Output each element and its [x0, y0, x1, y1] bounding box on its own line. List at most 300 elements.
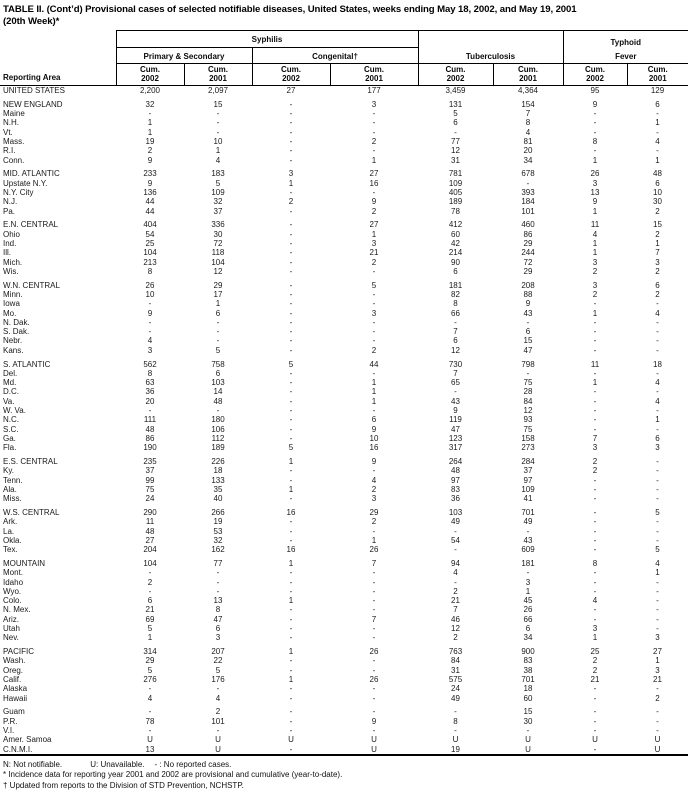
table-row [0, 207, 688, 216]
value-cell: - [656, 624, 659, 634]
column-header: Cum. 2002 [252, 64, 330, 86]
reporting-area-cell: N.C. [3, 415, 19, 425]
value-cell: - [593, 299, 597, 309]
value-cell: 6 [453, 118, 458, 128]
value-cell: 13 [213, 596, 223, 606]
value-cell: 63 [145, 378, 155, 388]
value-cell: 781 [448, 169, 463, 179]
value-cell: 49 [523, 517, 533, 527]
value-cell: - [289, 433, 293, 443]
value-cell: 1 [371, 535, 377, 545]
value-cell: U [592, 735, 598, 745]
value-cell: - [289, 220, 293, 230]
value-cell: 3 [288, 169, 294, 179]
value-cell: - [372, 656, 376, 666]
value-cell: 3 [371, 494, 377, 504]
table-row [0, 527, 688, 536]
value-cell: 1 [147, 127, 153, 137]
value-cell: 24 [451, 684, 460, 694]
value-cell: - [372, 118, 376, 128]
value-cell: 4 [655, 396, 660, 406]
value-cell: 6 [655, 99, 660, 109]
table-row [0, 726, 688, 735]
value-cell: - [289, 345, 293, 355]
value-cell: 290 [143, 507, 157, 517]
value-cell: 2 [453, 633, 458, 643]
value-cell: 4 [655, 378, 660, 388]
value-cell: U [525, 735, 531, 745]
value-cell: 112 [211, 433, 225, 443]
value-cell: - [454, 387, 457, 397]
reporting-area-cell: Wyo. [3, 586, 22, 596]
value-cell: - [526, 178, 530, 188]
value-cell: - [593, 387, 597, 397]
value-cell: 1 [592, 248, 598, 258]
value-cell: 29 [369, 507, 379, 517]
column-header: Cum. 2001 [330, 64, 418, 86]
value-cell: 3 [371, 238, 377, 248]
value-cell: 13 [145, 744, 155, 754]
reporting-area-cell: Utah [3, 624, 20, 634]
value-cell: 1 [592, 238, 598, 248]
value-cell: 10 [653, 187, 662, 197]
value-cell: 54 [451, 535, 460, 545]
reporting-area-cell: Upstate N.Y. [3, 178, 48, 188]
value-cell: 49 [451, 693, 460, 703]
value-cell: 37 [145, 466, 155, 476]
reporting-area-cell: P.R. [3, 716, 18, 726]
value-cell: 4 [655, 136, 660, 146]
reporting-area-cell: NEW ENGLAND [3, 99, 63, 109]
value-cell: 4 [215, 693, 221, 703]
reporting-area-cell: Vt. [3, 127, 13, 137]
value-cell: - [656, 707, 659, 717]
value-cell: 31 [451, 665, 460, 675]
value-cell: - [372, 586, 376, 596]
value-cell: - [593, 146, 597, 156]
value-cell: 97 [451, 475, 460, 485]
reporting-area-cell: Md. [3, 378, 17, 388]
value-cell: 1 [288, 456, 294, 466]
table-row [0, 248, 688, 257]
table-title-line2: (20th Week)* [3, 15, 60, 27]
table-row [0, 605, 688, 614]
value-cell: - [148, 726, 152, 735]
header-congenital: Congenital† [252, 48, 418, 64]
value-cell: 2 [592, 466, 598, 476]
value-cell: - [216, 327, 220, 337]
reporting-area-cell: Ind. [3, 238, 17, 248]
value-cell: - [289, 136, 293, 146]
value-cell: 8 [453, 716, 458, 726]
value-cell: 18 [213, 466, 223, 476]
table-row [0, 109, 688, 118]
value-cell: 45 [523, 596, 533, 606]
value-cell: 189 [448, 197, 463, 207]
reporting-area-cell: Oreg. [3, 665, 24, 675]
value-cell: 2 [215, 707, 221, 717]
value-cell: 2 [371, 136, 377, 146]
value-cell: 48 [213, 396, 223, 406]
column-header: Cum. 2001 [627, 64, 688, 86]
value-cell: 30 [653, 197, 662, 207]
value-cell: 4 [592, 596, 598, 606]
value-cell: 404 [143, 220, 157, 230]
value-cell: 25 [590, 647, 600, 657]
header-spacer [0, 48, 116, 64]
value-cell: 4 [655, 558, 660, 568]
value-cell: 7 [655, 248, 660, 258]
value-cell: - [593, 693, 597, 703]
value-cell: 103 [448, 507, 463, 517]
value-cell: 5 [215, 345, 221, 355]
footnote-unavailable: U: Unavailable. [90, 759, 145, 769]
value-cell: - [656, 475, 659, 485]
value-cell: - [593, 614, 597, 624]
value-cell: 13 [590, 187, 600, 197]
value-cell: 53 [213, 526, 223, 536]
value-cell: - [454, 127, 457, 137]
value-cell: 38 [523, 665, 533, 675]
value-cell: 2 [655, 206, 660, 216]
table-row [0, 545, 688, 554]
value-cell: 88 [523, 289, 533, 299]
reporting-area-cell: W.S. CENTRAL [3, 507, 60, 517]
value-cell: - [289, 707, 293, 717]
header-column-row [0, 64, 688, 86]
value-cell: 244 [521, 248, 535, 258]
value-cell: 104 [211, 257, 225, 267]
table-row [0, 647, 688, 656]
value-cell: 7 [453, 605, 458, 615]
value-cell: 35 [213, 484, 223, 494]
value-cell: 9 [371, 197, 377, 207]
value-cell: 3 [147, 345, 153, 355]
value-cell: U [288, 735, 294, 745]
value-cell: - [454, 317, 457, 327]
value-cell: 1 [371, 229, 377, 239]
value-cell: - [593, 568, 597, 578]
value-cell: 4 [147, 693, 153, 703]
value-cell: 2 [371, 206, 377, 216]
header-tuberculosis-spacer [418, 31, 563, 48]
reporting-area-cell: Mich. [3, 257, 23, 267]
value-cell: 83 [451, 484, 460, 494]
value-cell: 43 [451, 396, 460, 406]
value-cell: 4 [525, 127, 531, 137]
value-cell: 111 [143, 415, 157, 425]
value-cell: 77 [213, 558, 223, 568]
footnote-dagger: † Updated from reports to the Division of STD Prevention, NCHSTP. [3, 780, 244, 790]
value-cell: - [593, 577, 597, 587]
value-cell: 180 [211, 415, 225, 425]
table-row [0, 336, 688, 345]
table-row [0, 118, 688, 127]
value-cell: U [654, 735, 661, 745]
value-cell: 266 [211, 507, 225, 517]
value-cell: 3 [371, 99, 377, 109]
value-cell: - [656, 368, 659, 378]
value-cell: 11 [590, 220, 600, 230]
value-cell: - [289, 378, 293, 388]
reporting-area-cell: Iowa [3, 299, 20, 309]
value-cell: 78 [145, 716, 155, 726]
value-cell: 3 [655, 257, 660, 267]
value-cell: 44 [145, 206, 155, 216]
table-row [0, 188, 688, 197]
value-cell: 2 [592, 289, 598, 299]
value-cell: - [289, 605, 293, 615]
value-cell: 12 [451, 624, 460, 634]
value-cell: - [289, 308, 293, 318]
footnotes [0, 756, 688, 792]
value-cell: - [593, 406, 597, 415]
value-cell: 314 [143, 647, 157, 657]
value-cell: - [289, 586, 293, 596]
value-cell: 1 [592, 155, 598, 165]
reporting-area-cell: Wis. [3, 266, 19, 276]
value-cell: - [216, 118, 220, 128]
value-cell: 5 [147, 624, 153, 634]
value-cell: 460 [521, 220, 535, 230]
value-cell: 81 [523, 136, 533, 146]
value-cell: 7 [592, 433, 598, 443]
value-cell: 104 [143, 558, 157, 568]
value-cell: - [593, 716, 597, 726]
table-row [0, 568, 688, 577]
value-cell: - [372, 109, 376, 119]
value-cell: - [289, 368, 293, 378]
value-cell: 2 [453, 586, 458, 596]
value-cell: 5 [215, 178, 221, 188]
reporting-area-cell: Idaho [3, 577, 24, 587]
value-cell: - [656, 684, 659, 694]
value-cell: 27 [286, 86, 296, 95]
value-cell: 77 [451, 136, 460, 146]
value-cell: 10 [145, 289, 155, 299]
value-cell: - [593, 109, 597, 119]
value-cell: 5 [453, 109, 458, 119]
table-row [0, 169, 688, 178]
value-cell: 34 [523, 155, 533, 165]
value-cell: - [593, 535, 597, 545]
table-row [0, 745, 688, 755]
value-cell: 5 [371, 280, 377, 290]
value-cell: 1 [592, 308, 598, 318]
value-cell: 276 [143, 675, 157, 685]
table-row [0, 633, 688, 642]
value-cell: 1 [288, 647, 294, 657]
value-cell: 6 [215, 308, 221, 318]
value-cell: - [593, 327, 597, 337]
table-row [0, 707, 688, 716]
value-cell: 109 [211, 187, 225, 197]
value-cell: - [289, 494, 293, 504]
value-cell: - [656, 484, 659, 494]
table-row [0, 387, 688, 396]
value-cell: 2 [371, 517, 377, 527]
value-cell: 18 [523, 684, 533, 694]
value-cell: 9 [147, 178, 153, 188]
value-cell: - [526, 368, 530, 378]
value-cell: - [656, 317, 659, 327]
value-cell: 47 [523, 345, 533, 355]
value-cell: 9 [371, 424, 377, 434]
value-cell: 118 [211, 248, 225, 258]
value-cell: 66 [451, 308, 460, 318]
table-row [0, 309, 688, 318]
value-cell: 2 [592, 266, 598, 276]
table-row [0, 559, 688, 568]
value-cell: - [656, 596, 659, 606]
value-cell: 11 [590, 359, 600, 369]
value-cell: - [289, 693, 293, 703]
value-cell: 2 [655, 693, 660, 703]
value-cell: U [147, 735, 153, 745]
table-title [0, 0, 688, 30]
value-cell: - [593, 127, 597, 137]
reporting-area-cell: Mont. [3, 568, 24, 578]
reporting-area-cell: S. Dak. [3, 327, 30, 337]
table-row [0, 146, 688, 155]
value-cell: 37 [213, 206, 223, 216]
value-cell: 30 [213, 229, 223, 239]
reporting-area-cell: Guam [3, 707, 25, 717]
value-cell: 6 [655, 433, 660, 443]
value-cell: 2,200 [139, 86, 161, 95]
reporting-area-cell: Alaska [3, 684, 28, 694]
value-cell: 82 [451, 289, 460, 299]
value-cell: 16 [369, 178, 379, 188]
value-cell: 763 [448, 647, 463, 657]
value-cell: 12 [523, 406, 533, 415]
value-cell: 4,364 [517, 86, 539, 95]
value-cell: 3 [592, 443, 598, 453]
value-cell: - [372, 289, 376, 299]
value-cell: 9 [371, 456, 377, 466]
value-cell: 123 [448, 433, 463, 443]
value-cell: 48 [145, 526, 155, 536]
value-cell: 2 [655, 289, 660, 299]
value-cell: 15 [523, 336, 533, 346]
table-row [0, 434, 688, 443]
value-cell: - [656, 299, 659, 309]
value-cell: 9 [453, 406, 458, 415]
value-cell: 41 [523, 494, 533, 504]
value-cell: - [289, 299, 293, 309]
value-cell: U [452, 735, 459, 745]
value-cell: 26 [590, 169, 600, 179]
value-cell: - [593, 345, 597, 355]
value-cell: 1 [655, 568, 660, 578]
value-cell: 4 [592, 229, 598, 239]
value-cell: - [656, 577, 659, 587]
value-cell: - [372, 633, 376, 643]
value-cell: - [454, 526, 457, 536]
value-cell: 36 [145, 387, 155, 397]
reporting-area-cell: Ark. [3, 517, 18, 527]
table-row [0, 485, 688, 494]
value-cell: 1 [215, 299, 221, 309]
value-cell: 9 [147, 308, 153, 318]
value-cell: - [148, 299, 152, 309]
reporting-area-cell: S. ATLANTIC [3, 359, 51, 369]
value-cell: - [593, 707, 597, 717]
value-cell: 29 [523, 266, 533, 276]
value-cell: 49 [451, 517, 460, 527]
value-cell: 27 [145, 535, 155, 545]
value-cell: 66 [523, 614, 533, 624]
table-row [0, 318, 688, 327]
value-cell: - [656, 526, 659, 536]
value-cell: 21 [653, 675, 662, 685]
reporting-area-cell: UNITED STATES [3, 86, 65, 95]
value-cell: 10 [213, 136, 223, 146]
value-cell: 2 [592, 656, 598, 666]
value-cell: 32 [213, 197, 223, 207]
value-cell: - [656, 466, 659, 476]
value-cell: - [372, 466, 376, 476]
table-row [0, 281, 688, 290]
value-cell: - [289, 187, 293, 197]
value-cell: 1 [288, 596, 294, 606]
value-cell: 678 [521, 169, 535, 179]
value-cell: - [289, 633, 293, 643]
value-cell: 75 [523, 424, 533, 434]
table-title-line1: TABLE II. (Cont’d) Provisional cases of selected notifiable diseases, United States, weeks ending May 18, 2002, and May 19, 2001 [3, 4, 577, 15]
value-cell: 32 [213, 535, 223, 545]
table-row [0, 128, 688, 137]
value-cell: - [372, 526, 376, 536]
value-cell: 412 [448, 220, 463, 230]
value-cell: 3 [592, 280, 598, 290]
value-cell: - [289, 535, 293, 545]
value-cell: 21 [369, 248, 379, 258]
value-cell: 1 [525, 586, 531, 596]
value-cell: 609 [521, 545, 535, 555]
value-cell: 3 [655, 443, 660, 453]
header-typhoid-line1: Typhoid [563, 31, 688, 48]
value-cell: 1 [592, 378, 598, 388]
value-cell: 900 [521, 647, 535, 657]
value-cell: - [593, 475, 597, 485]
value-cell: 20 [145, 396, 155, 406]
value-cell: 226 [211, 456, 225, 466]
value-cell: 43 [523, 308, 533, 318]
value-cell: 12 [451, 146, 460, 156]
value-cell: 1 [288, 484, 294, 494]
value-cell: 264 [448, 456, 463, 466]
value-cell: 393 [521, 187, 535, 197]
header-spacer [0, 31, 116, 48]
reporting-area-cell: V.I. [3, 726, 15, 735]
value-cell: - [372, 707, 376, 717]
value-cell: 4 [147, 336, 153, 346]
value-cell: - [289, 726, 293, 735]
reporting-area-cell: C.N.M.I. [3, 744, 33, 754]
value-cell: 701 [521, 507, 535, 517]
value-cell: - [372, 624, 376, 634]
value-cell: - [656, 535, 659, 545]
reporting-area-cell: Ohio [3, 229, 20, 239]
value-cell: 1 [147, 118, 153, 128]
value-cell: - [216, 109, 220, 119]
reporting-area-cell: Calif. [3, 675, 22, 685]
value-cell: 29 [523, 238, 533, 248]
value-cell: 106 [211, 424, 225, 434]
value-cell: 26 [369, 675, 379, 685]
value-cell: 4 [215, 155, 221, 165]
